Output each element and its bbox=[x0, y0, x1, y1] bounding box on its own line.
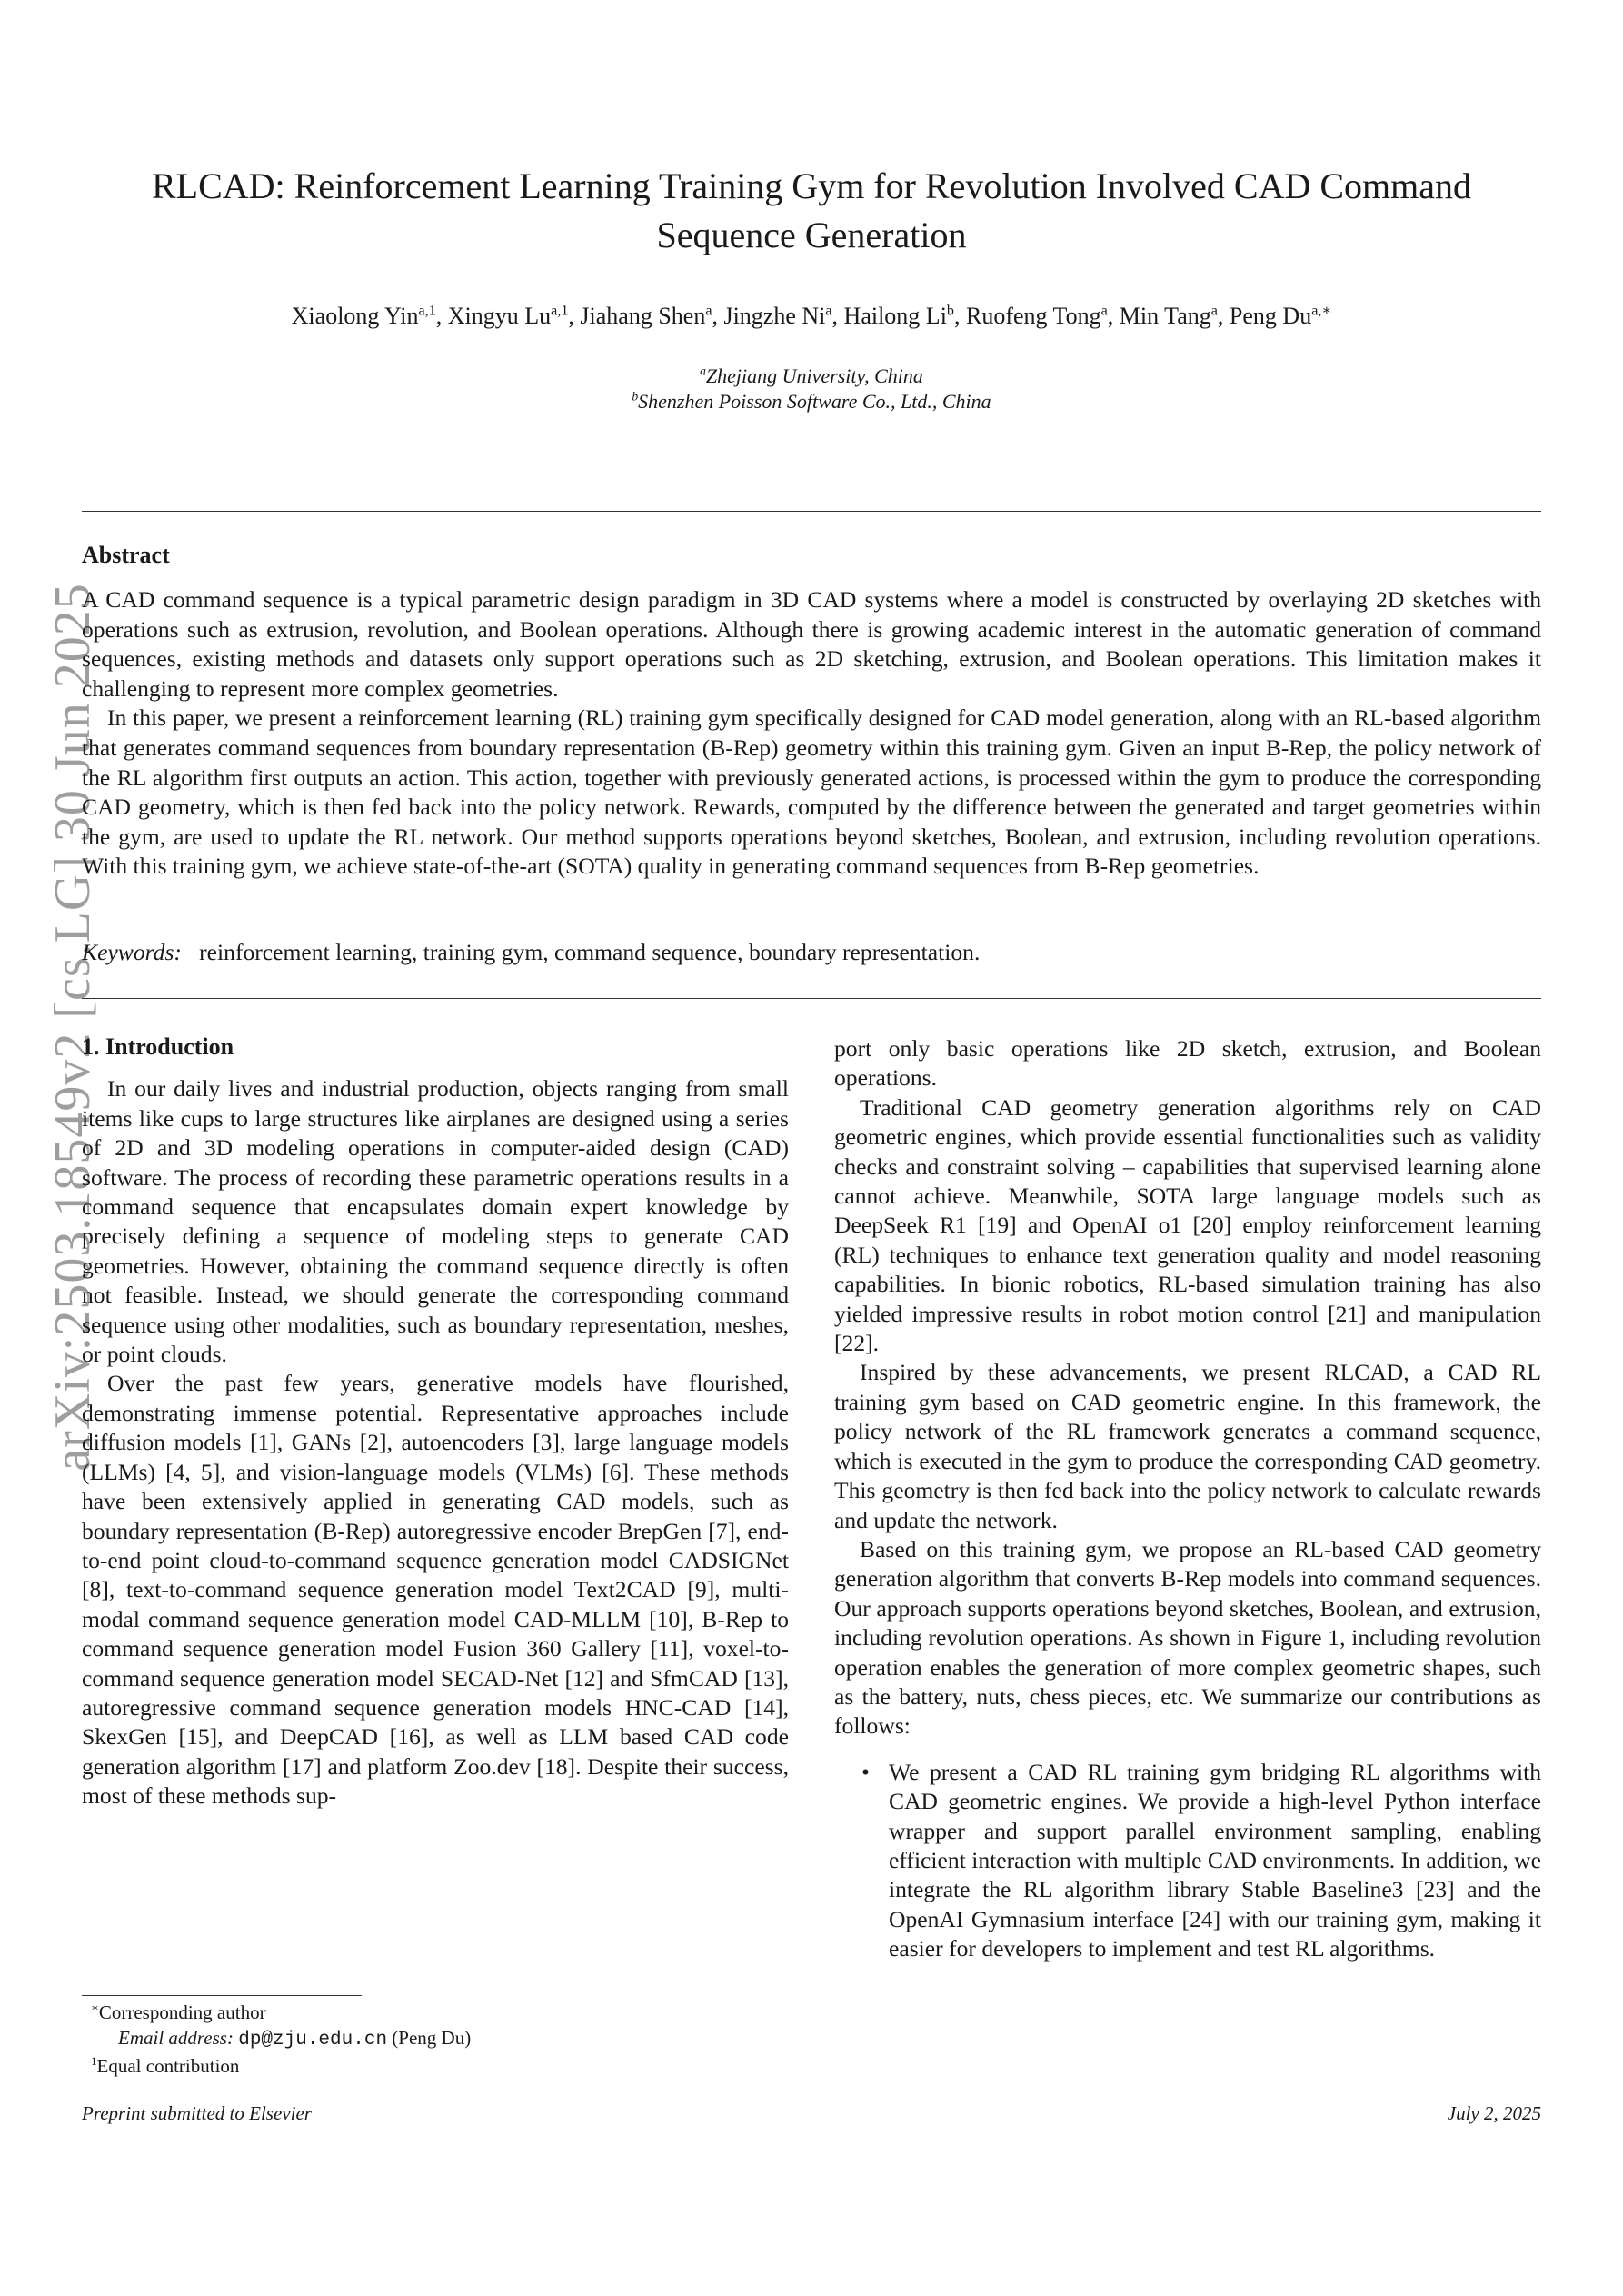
keywords-label: Keywords: bbox=[82, 939, 182, 965]
footnote-rule bbox=[82, 1995, 362, 1996]
footer-journal: Preprint submitted to Elsevier bbox=[82, 2102, 312, 2124]
footnote-corresponding: ∗Corresponding author bbox=[91, 2001, 266, 2023]
right-column bbox=[834, 1034, 1541, 1964]
top-rule bbox=[82, 511, 1541, 512]
affiliation: $^b$Shenzhen Poisson Software Co., Ltd., China bbox=[632, 389, 991, 413]
abstract-paragraph: A CAD command sequence is a typical parametric design paradigm in 3D CAD systems where a model is constructed by overlaying 2D sketches with operations such as extrusion, revolution, and Boolean operations. Although there is growing academic interest in the automatic generation of command sequences, existing methods and datasets only support operations such as 2D sketching, extrusion, and Boolean operations. This limitation makes it challenging to represent more complex geometries. bbox=[82, 586, 1541, 702]
body-paragraph: Over the past few years, generative models have flourished, demonstrating immense potential. Representative approaches include diffusion models [1], GANs [2], autoencoders [3], large language models (LLMs) [4, 5], and vision-language models (VLMs) [6]. These methods have been extensively applied in generating CAD models, such as boundary representation (B-Rep) autoregressive encoder BrepGen [7], end-to-end point cloud-to-command sequence generation model CADSIGNet [8], text-to-command sequence generation model Text2CAD [9], multi-modal command sequence generation model CAD-MLLM [10], B-Rep to command sequence generation model Fusion 360 Gallery [11], voxel-to-command sequence generation model SECAD-Net [12] and SfmCAD [13], autoregressive command sequence generation models HNC-CAD [14], SkexGen [15], and DeepCAD [16], as well as LLM based CAD code generation algorithm [17] and platform Zoo.dev [18]. Despite their success, most of these methods sup- bbox=[82, 1370, 789, 1810]
keywords bbox=[82, 938, 1541, 967]
keywords-text: reinforcement learning, training gym, command sequence, boundary representation. bbox=[199, 939, 981, 965]
author: Jingzhe Ni$^a$ bbox=[723, 303, 832, 329]
author: Jiahang Shen$^a$ bbox=[580, 303, 712, 329]
bullet-icon: • bbox=[861, 1758, 870, 1785]
abstract-heading: Abstract bbox=[82, 542, 170, 568]
email-link[interactable]: dp@zju.edu.cn bbox=[238, 2030, 388, 2051]
author: Ruofeng Tong$^a$ bbox=[965, 303, 1108, 329]
contribution-text: We present a CAD RL training gym bridging RL algorithms with CAD geometric engines. We provide a high-level Python interface wrapper and support parallel environment sampling, enabling efficient interaction with multiple CAD environments. In addition, we integrate the RL algorithm library Stable Baseline3 [23] and the OpenAI Gymnasium interface [24] with our training gym, making it easier for developers to implement and test RL algorithms. bbox=[889, 1758, 1541, 1962]
abstract-paragraph: In this paper, we present a reinforcement learning (RL) training gym specifically designed for CAD model generation, along with an RL-based algorithm that generates command sequences from boundary representation (B-Rep) geometry within this training gym. Given an input B-Rep, the policy network of the RL algorithm first outputs an action. This action, together with previously generated actions, is processed within the gym to produce the corresponding CAD geometry, which is then fed back into the policy network. Rewards, computed by the difference between the generated and target geometries within the gym, are used to update the RL network. Our method supports operations beyond sketches, Boolean, and extrusion, including revolution operations. With this training gym, we achieve state-of-the-art (SOTA) quality in generating command sequences from B-Rep geometries. bbox=[82, 704, 1541, 880]
body-paragraph: Traditional CAD geometry generation algorithms rely on CAD geometric engines, which provide essential functionalities such as validity checks and constraint solving – capabilities that supervised learning alone cannot achieve. Meanwhile, SOTA large language models such as DeepSeek R1 [19] and OpenAI o1 [20] employ reinforcement learning (RL) techniques to enhance text generation quality and model reasoning capabilities. In bionic robotics, RL-based simulation training has also yielded impressive results in robot motion control [21] and manipulation [22]. bbox=[834, 1093, 1541, 1357]
footnotes bbox=[91, 2000, 471, 2079]
paper-title: RLCAD: Reinforcement Learning Training Gym for Revolution Involved CAD Command Sequence Generation bbox=[151, 165, 1472, 255]
contribution-item bbox=[861, 1758, 1541, 1964]
author: Hailong Li$^b$ bbox=[843, 303, 954, 329]
abstract-bottom-rule bbox=[82, 998, 1541, 999]
body-paragraph: Inspired by these advancements, we present RLCAD, a CAD RL training gym based on CAD geometric engine. In this framework, the policy network of the RL framework generates a command sequence, which is executed in the gym to produce the corresponding CAD geometry. This geometry is then fed back into the policy network to calculate rewards and update the network. bbox=[834, 1359, 1541, 1533]
footnote-equal: $^1$Equal contribution bbox=[91, 2054, 240, 2077]
body-paragraph-continued: port only basic operations like 2D sketch, extrusion, and Boolean operations. bbox=[834, 1035, 1541, 1092]
author: Xiaolong Yin$^{a,1}$ bbox=[291, 303, 436, 329]
section-heading: 1. Introduction bbox=[82, 1033, 234, 1060]
author: Min Tang$^a$ bbox=[1119, 303, 1218, 329]
author: Peng $Du^{a,∗}$ bbox=[1229, 303, 1332, 329]
abstract-body bbox=[82, 585, 1541, 882]
affiliation-list bbox=[82, 364, 1541, 414]
affiliation: $^a$Zhejiang University, China bbox=[700, 364, 923, 387]
body-paragraph: Based on this training gym, we propose an RL-based CAD geometry generation algorithm that converts B-Rep models into command sequences. Our approach supports operations beyond sketches, Boolean, and extrusion, including revolution operations. As shown in Figure 1, including revolution operation enables the generation of more complex geometric shapes, such as the battery, nuts, chess pieces, etc. We summarize our contributions as follows: bbox=[834, 1535, 1541, 1740]
arxiv-watermark-text: arXiv:2503.18549v2 [cs.LG] 30 Jun 2025 bbox=[45, 583, 101, 1472]
left-column bbox=[82, 1033, 789, 1812]
author-list: Xiaolong Yin$^{a,1}$, Xingyu Lu$^{a,1}$, Jiahang Shen$^a$, Jingzhe Ni$^a$, Hailong Li$^b$, Ruofeng Tong$^a$, Min Tang$^a$, Peng $Du^{a,∗}$ bbox=[291, 303, 1332, 329]
footnote-email: Email address: dp@zju.edu.cn (Peng Du) bbox=[118, 2027, 472, 2051]
footer-date: July 2, 2025 bbox=[1447, 2102, 1541, 2124]
body-paragraph: In our daily lives and industrial production, objects ranging from small items like cups to large structures like airplanes are designed using a series of 2D and 3D modeling operations in computer-aided design (CAD) software. The process of recording these parametric operations results in a command sequence that encapsulates domain expert knowledge by precisely defining a sequence of modeling steps to generate CAD geometries. However, obtaining the command sequence directly is often not feasible. Instead, we should generate the corresponding command sequence using other modalities, such as boundary representation, meshes, or point clouds. bbox=[82, 1075, 789, 1368]
contribution-list bbox=[834, 1758, 1541, 1964]
author: Xingyu Lu$^{a,1}$ bbox=[447, 303, 569, 329]
